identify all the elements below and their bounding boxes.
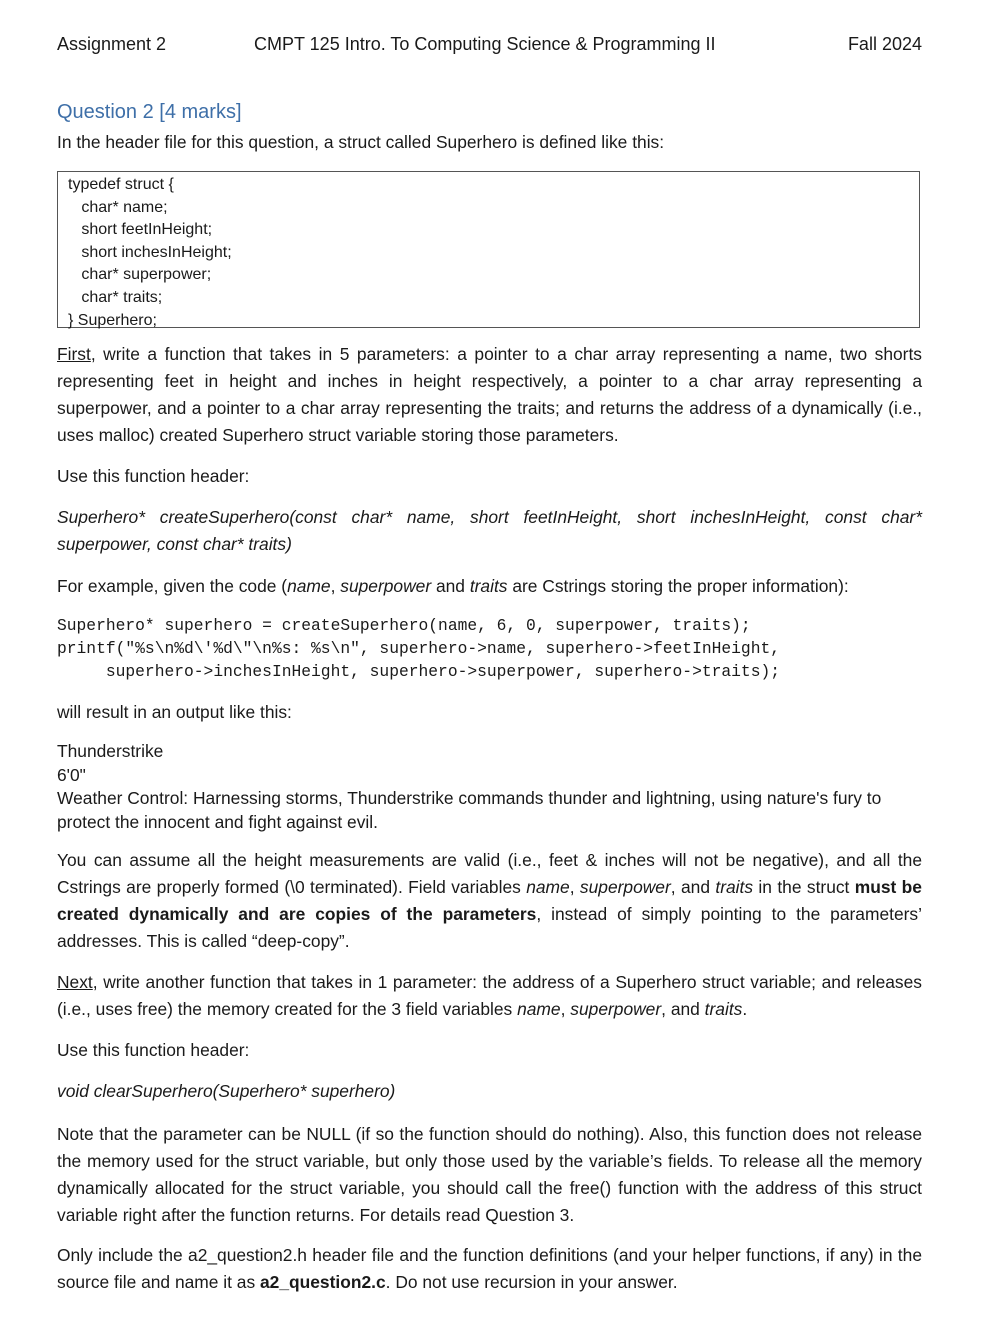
next-text: , write another function that takes in 1 parameter: the address of a Superhero struct variable; and releases (i.e., uses free) the memory created for the 3 field variables — [57, 972, 922, 1019]
output-line: Weather Control: Harnessing storms, Thunderstrike commands thunder and lightning, using nature's fury to protect the innocent and fight against evil. — [57, 788, 882, 832]
code-line: short feetInHeight; — [68, 221, 213, 239]
first-text: , write a function that takes in 5 parameters: a pointer to a char array representing a name, two shorts representing feet in height and inches in height respectively, a pointer to a char array representing a superpower, and a pointer to a char array representing the traits; and returns the address of a dynamically (i.e., uses malloc) created Superhero struct variable storing those parameters. — [57, 344, 922, 445]
assume-text: You can assume all the height measurements are valid (i.e., feet & inches will not be negative), and all the Cstrings are properly formed (\0 terminated). Field variables — [57, 850, 922, 897]
create-signature — [57, 504, 922, 558]
final-text: Only include the a2_question2.h header file and the function definitions (and your helper functions, if any) in the source file and name it as — [57, 1245, 922, 1292]
next-sep: , — [560, 999, 571, 1019]
next-label: Next — [57, 972, 93, 992]
assume-paragraph — [57, 847, 922, 955]
example-code-block — [57, 614, 922, 683]
use-header-text-2: Use this function header: — [57, 1040, 250, 1060]
example-sep: , — [330, 576, 341, 596]
first-label: First — [57, 344, 91, 364]
clear-signature — [57, 1078, 922, 1105]
create-signature-text: Superhero* createSuperhero(const char* name, short feetInHeight, short inchesInHeight, const char* superpower, const char* traits) — [57, 507, 922, 554]
example-and: and — [431, 576, 470, 596]
page-header — [57, 34, 922, 58]
code-line: typedef struct { — [68, 176, 174, 193]
code-line: Superhero* superhero = createSuperhero(name, 6, 0, superpower, traits); — [57, 616, 751, 635]
final-paragraph — [57, 1242, 922, 1296]
struct-definition-box — [57, 171, 920, 328]
next-name: name — [517, 999, 561, 1019]
header-term: Fall 2024 — [847, 34, 922, 54]
next-traits: traits — [704, 999, 743, 1019]
code-line: } Superhero; — [68, 311, 157, 329]
code-line: printf("%s\n%d\'%d\"\n%s: %s\n", superhero->name, superhero->feetInHeight, — [57, 639, 781, 658]
example-post: are Cstrings storing the proper information): — [507, 576, 849, 596]
final-filename: a2_question2.c — [260, 1272, 386, 1292]
code-line: superhero->inchesInHeight, superhero->superpower, superhero->traits); — [57, 662, 781, 681]
sample-output — [57, 740, 922, 834]
next-text: . — [742, 999, 748, 1019]
code-line: short inchesInHeight; — [68, 243, 232, 261]
result-intro: will result in an output like this: — [57, 702, 292, 722]
next-paragraph — [57, 969, 922, 1023]
assume-traits: traits — [715, 877, 754, 897]
example-pre: For example, given the code ( — [57, 576, 288, 596]
next-sep: , and — [661, 999, 705, 1019]
header-course: CMPT 125 Intro. To Computing Science & Programming II — [254, 34, 716, 54]
example-traits: traits — [469, 576, 508, 596]
note-paragraph: Note that the parameter can be NULL (if so the function should do nothing). Also, this function does not release the memory used for the struct variable, but only those used by the variable’s fields. To release all the memory dynamically allocated for the struct variable, you should call the free() function with the address of this struct variable right after the function returns. For details read Question 3. — [57, 1124, 922, 1225]
clear-signature-text: void clearSuperhero(Superhero* superhero) — [57, 1081, 396, 1101]
assume-sep: , — [569, 877, 580, 897]
output-line: Thunderstrike — [57, 741, 164, 761]
first-paragraph — [57, 341, 922, 449]
assume-text: , instead of simply pointing to the parameters’ addresses. This is called “deep-copy”. — [57, 904, 922, 951]
example-name: name — [287, 576, 331, 596]
example-superpower: superpower — [340, 576, 432, 596]
code-line: char* traits; — [68, 288, 163, 306]
code-line: char* name; — [68, 198, 168, 216]
output-line: 6'0" — [57, 764, 86, 785]
next-superpower: superpower — [570, 999, 662, 1019]
assume-superpower: superpower — [579, 877, 671, 897]
question-title: Question 2 [4 marks] — [57, 101, 242, 123]
assume-bold: must be created dynamically and are copies of the parameters — [57, 877, 922, 924]
assume-sep: , and — [670, 877, 716, 897]
example-intro — [57, 573, 922, 600]
assume-name: name — [526, 877, 570, 897]
code-line: char* superpower; — [68, 266, 212, 284]
use-header-text: Use this function header: — [57, 466, 250, 486]
intro-text: In the header file for this question, a struct called Superhero is defined like this: — [57, 132, 665, 152]
header-assignment: Assignment 2 — [57, 34, 167, 54]
assume-text: in the struct — [753, 877, 855, 897]
final-text: . Do not use recursion in your answer. — [385, 1272, 678, 1292]
